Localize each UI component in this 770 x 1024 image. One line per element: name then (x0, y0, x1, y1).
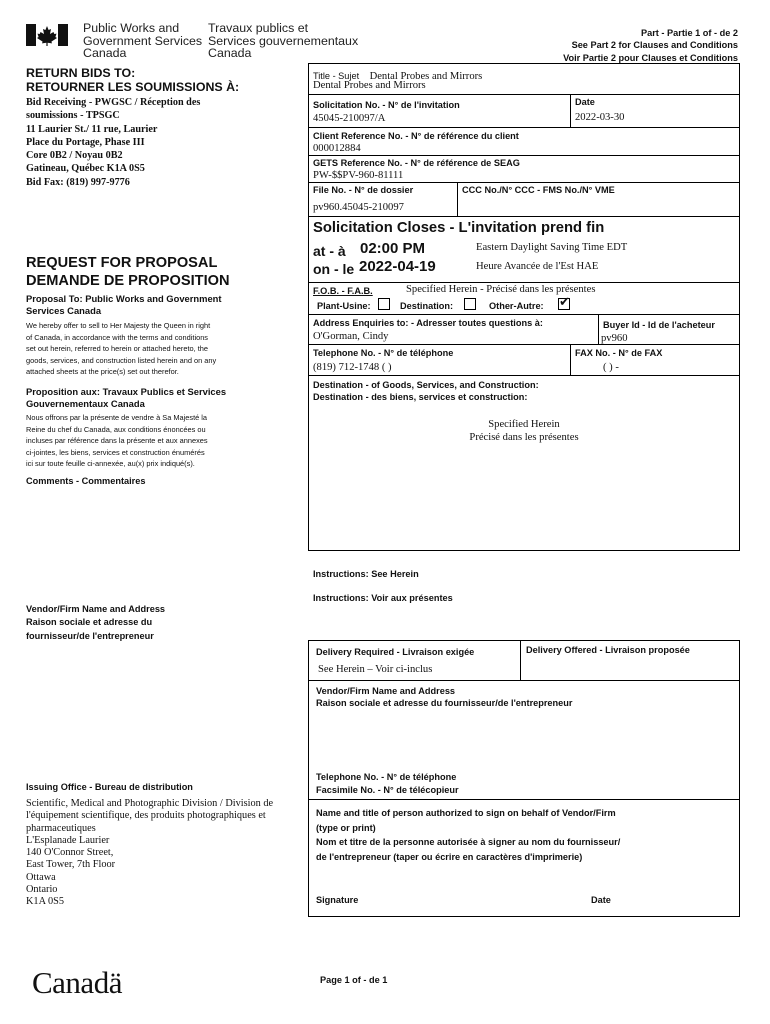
instructions-fr: Instructions: Voir aux présentes (313, 593, 453, 603)
vendor-name-label: Vendor/Firm Name and Address Raison sociale et adresse du fournisseur/de l'entrepreneur (316, 686, 573, 709)
return-bids-heading: RETURN BIDS TO: RETOURNER LES SOUMISSIONS À: (26, 66, 240, 95)
comments-label: Comments - Commentaires (26, 476, 146, 486)
checkmark-icon: ✔ (559, 295, 570, 310)
file-number-value: pv960.45045-210097 (313, 202, 404, 213)
issuing-office-label: Issuing Office - Bureau de distribution (26, 782, 193, 792)
closing-date-label: on - le (313, 261, 355, 277)
canada-flag-icon (26, 24, 68, 46)
solicitation-number-value: 45045-210097/A (313, 113, 386, 124)
proposal-to: Proposal To: Public Works and Government Services Canada (26, 293, 222, 316)
closing-date-value: 2022-04-19 (359, 258, 436, 275)
issuing-office-address: Scientific, Medical and Photographic Division / Division de l'équipement scientifique, des produits photographiques et pharmaceutiques L'Esplanade Laurier 140 O'Connor Street, East Tower, 7th Floor Ottawa Ontario K1A 0S5 (26, 798, 274, 908)
destination-goods-value: Specified Herein Précisé dans les présentes (469, 419, 579, 443)
ccc-number-label: CCC No./N° CCC - FMS No./N° VME (462, 185, 615, 195)
destination-label: Destination: (400, 301, 454, 311)
vendor-telephone-label: Telephone No. - N° de téléphone Facsimile No. - N° de télécopieur (316, 772, 459, 796)
delivery-required-value[interactable]: See Herein – Voir ci-inclus (318, 664, 433, 675)
fax-value: ( ) - (603, 362, 619, 373)
solicitation-closes-title: Solicitation Closes - L'invitation prend fin (313, 220, 605, 236)
delivery-required-label: Delivery Required - Livraison exigée (316, 647, 475, 657)
client-reference-value: 000012884 (313, 143, 361, 154)
canada-wordmark-logo: Canadä (32, 965, 122, 1000)
signature-date-label: Date (591, 895, 611, 905)
part-indicator: Part - Partie 1 of - de 2 See Part 2 for Clauses and Conditions Voir Partie 2 pour Clauses et Conditions (563, 28, 738, 63)
delivery-offered-label: Delivery Offered - Livraison proposée (526, 645, 690, 655)
page-number: Page 1 of - de 1 (320, 975, 388, 985)
gets-reference-value: PW-$$PV-960-81111 (313, 170, 404, 181)
department-name-fr: Travaux publics et Services gouvernementaux Canada (208, 21, 359, 61)
buyer-id-label: Buyer Id - Id de l'acheteur (603, 320, 715, 330)
title-value: Dental Probes and Mirrors (313, 80, 426, 91)
fax-label: FAX No. - N° de FAX (575, 348, 663, 358)
proposition-aux: Proposition aux: Travaux Publics et Services Gouvernementaux Canada (26, 386, 227, 409)
file-number-label: File No. - N° de dossier (313, 185, 414, 195)
address-enquiries-label: Address Enquiries to: - Adresser toutes questions à: (313, 318, 543, 328)
offer-text-fr: Nous offrons par la présente de vendre à Sa Majesté la Reine du chef du Canada, aux conditions énoncées ou incluses par référence dans la présente et aux annexes ci-jointes, les biens, services et construction énumérés ici sur toute feuille ci-annexée, au(x) prix indiqué(s). (26, 413, 208, 469)
fob-value: Specified Herein - Précisé dans les présentes (406, 284, 596, 295)
destination-checkbox[interactable] (464, 298, 476, 310)
instructions-en: Instructions: See Herein (313, 569, 419, 579)
vendor-name-label-left: Vendor/Firm Name and Address Raison sociale et adresse du fournisseur/de l'entrepreneur (26, 604, 166, 641)
telephone-value: (819) 712-1748 ( ) (313, 362, 392, 373)
telephone-label: Telephone No. - N° de téléphone (313, 348, 454, 358)
plant-label: Plant-Usine: (317, 301, 371, 311)
request-for-proposal-title: REQUEST FOR PROPOSAL DEMANDE DE PROPOSITION (26, 255, 230, 289)
destination-goods-label: Destination - of Goods, Services, and Construction: Destination - des biens, services et construction: (313, 380, 539, 403)
date-value: 2022-03-30 (575, 112, 625, 123)
closing-time-label: at - à (313, 243, 346, 259)
timezone-fr: Heure Avancée de l'Est HAE (476, 261, 599, 272)
return-bids-address: Bid Receiving - PWGSC / Réception des soumissions - TPSGC 11 Laurier St./ 11 rue, Laurier Place du Portage, Phase III Core 0B2 / Noyau 0B2 Gatineau, Québec K1A 0S5 Bid Fax: (819) 997-9776 (26, 97, 201, 188)
title-field: Title - Sujet Dental Probes and Mirrors (313, 71, 483, 82)
buyer-id-value: pv960 (601, 333, 628, 344)
date-label: Date (575, 97, 595, 107)
department-name-en: Public Works and Government Services Canada (83, 21, 203, 61)
other-checkbox[interactable] (558, 295, 570, 310)
timezone-en: Eastern Daylight Saving Time EDT (476, 242, 628, 253)
offer-text-en: We hereby offer to sell to Her Majesty the Queen in right of Canada, in accordance with the terms and conditions set out herein, referred to herein or attached hereto, the goods, services, and construction listed herein and on any attached sheets at the price(s) set out therefor. (26, 321, 217, 377)
client-reference-label: Client Reference No. - N° de référence du client (313, 131, 519, 141)
address-enquiries-value: O'Gorman, Cindy (313, 331, 389, 342)
other-label: Other-Autre: (489, 301, 544, 311)
closing-time-value: 02:00 PM (360, 240, 426, 257)
authorized-signer-label: Name and title of person authorized to sign on behalf of Vendor/Firm (type or print) Nom et titre de la personne autorisée à signer au nom du fournisseur/ de l'entrepreneur (taper ou écrire en caractères d'imprimerie) (316, 808, 621, 862)
gets-reference-label: GETS Reference No. - N° de référence de SEAG (313, 158, 520, 168)
solicitation-number-label: Solicitation No. - N° de l'invitation (313, 100, 460, 110)
fob-label: F.O.B. - F.A.B. (313, 286, 373, 296)
signature-label: Signature (316, 895, 359, 905)
plant-checkbox[interactable] (378, 298, 390, 310)
